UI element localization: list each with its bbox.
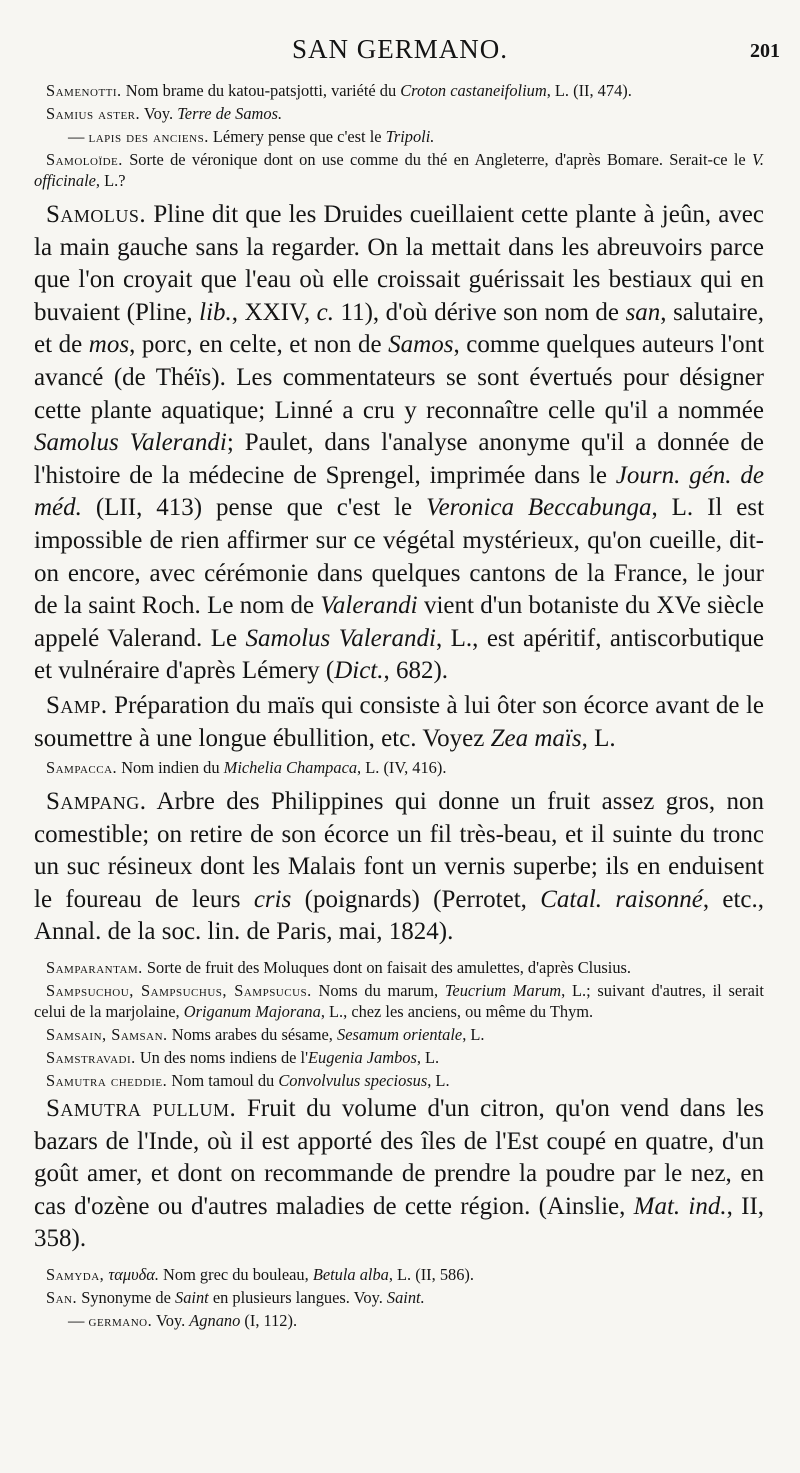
entry-samoloide: Samoloïde. Sorte de véronique dont on use comme du thé en Angleterre, d'après Bomare. Serait-ce le V. officinale, L.?: [34, 150, 764, 190]
entry-san-germano: — germano. Voy. Agnano (I, 112).: [68, 1311, 298, 1331]
entry-samsain: Samsain, Samsan. Noms arabes du sésame, Sesamum orientale, L.: [46, 1025, 485, 1045]
entry-samp: Samp. Préparation du maïs qui consiste à lui ôter son écorce avant de le soumettre à une longue ébullition, etc. Voyez Zea maïs, L.: [34, 691, 765, 752]
entry-sampacca: Sampacca. Nom indien du Michelia Champaca, L. (IV, 416).: [46, 758, 447, 778]
entry-samius-aster: Samius aster. Voy. Terre de Samos.: [46, 104, 283, 123]
running-head: [0, 34, 800, 68]
entry-lapis: — lapis des anciens. Lémery pense que c'est le Tripoli.: [68, 127, 435, 146]
entry-samutra-cheddie: Samutra cheddie. Nom tamoul du Convolvulus speciosus, L.: [46, 1071, 450, 1091]
page-number: 201: [750, 40, 780, 62]
entry-samyda: Samyda, ταμυδα. Nom grec du bouleau, Betula alba, L. (II, 586).: [46, 1265, 474, 1285]
entry-san: San. Synonyme de Saint en plusieurs langues. Voy. Saint.: [46, 1288, 425, 1308]
entry-sampang: Sampang. Arbre des Philippines qui donne un fruit assez gros, non comestible; on retire de son écorce un fil très-beau, et il suinte du tronc un suc résineux dont les Malais font un vernis superbe; ils en enduisent le foureau de leurs cris (poignards) (Perrotet, Catal. raisonné, etc., Annal. de la soc. lin. de Paris, mai, 1824).: [34, 788, 765, 946]
entry-samparantam: Samparantam. Sorte de fruit des Moluques dont on faisait des amulettes, d'après Clusius.: [46, 958, 632, 978]
entry-samolus: Samolus. Pline dit que les Druides cueillaient cette plante à jeûn, avec la main gauche sans la regarder. On la mettait dans les abreuvoirs parce que l'on croyait que l'eau où elle croissait guérissait les bestiaux qui en buvaient (Pline, lib., XXIV, c. 11), d'où dérive son nom de san, salutaire, et de mos, porc, en celte, et non de Samos, comme quelques auteurs l'ont avancé (de Théïs). Les commentateurs se sont évertués pour désigner cette plante aquatique; Linné a cru y reconnaître celle qu'il a nommée Samolus Valerandi; Paulet, dans l'analyse anonyme qu'il a donnée de l'histoire de la médecine de Sprengel, imprimée dans le Journ. gén. de méd. (LII, 413) pense que c'est le Veronica Beccabunga, L. Il est impossible de rien affirmer sur ce végétal mystérieux, qu'on cueille, dit-on encore, avec cérémonie dans quelques cantons de la France, le jour de la saint Roch. Le nom de Valerandi vient d'un botaniste du XVe siècle appelé Valerand. Le Samolus Valerandi, L., est apéritif, antiscorbutique et vulnéraire d'après Lémery (Dict., 682).: [34, 201, 765, 685]
entry-samstravadi: Samstravadi. Un des noms indiens de l'Eugenia Jambos, L.: [46, 1048, 440, 1068]
running-title: SAN GERMANO.: [291, 34, 509, 64]
text-column: [34, 80, 764, 1331]
entry-samenotti: Samenotti. Nom brame du katou-patsjotti, variété du Croton castaneifolium, L. (II, 474).: [46, 81, 632, 100]
entry-sampsuchou: Sampsuchou, Sampsuchus, Sampsucus. Noms du marum, Teucrium Marum, L.; suivant d'autres, il serait celui de la marjolaine, Origanum Majorana, L., chez les anciens, ou même du Thym.: [34, 981, 764, 1022]
entry-samutra-pullum: Samutra pullum. Fruit du volume d'un citron, qu'on vend dans les bazars de l'Inde, où il est apporté des îles de l'Est coupé en quatre, d'un goût amer, et dont on recommande de prendre la poudre par le nez, en cas d'ozène ou d'autres maladies de cette région. (Ainslie, Mat. ind., II, 358).: [34, 1095, 765, 1253]
